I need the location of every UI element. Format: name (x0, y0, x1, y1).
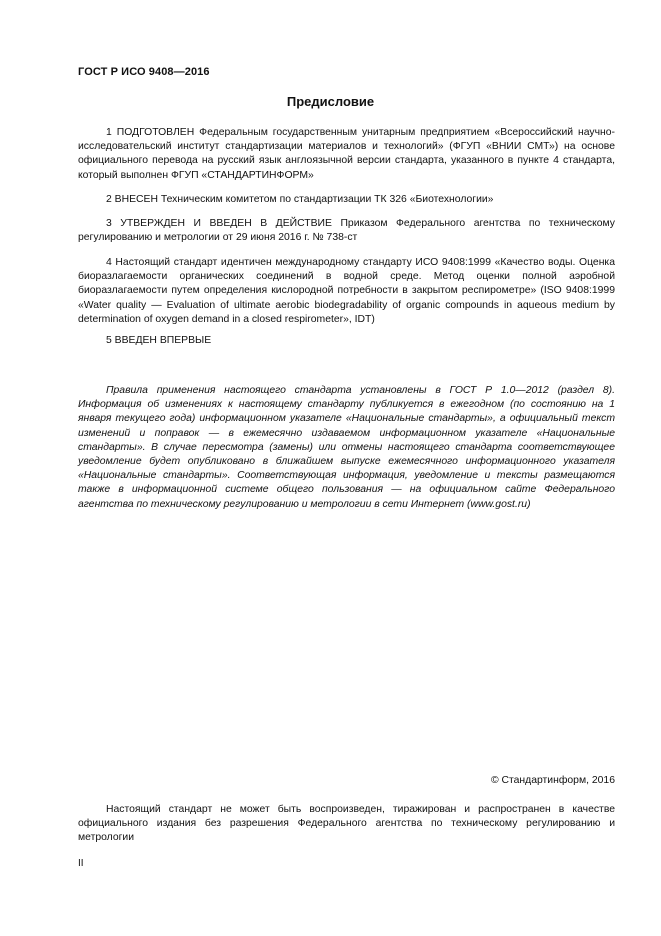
foreword-item-1-text: 1 ПОДГОТОВЛЕН Федеральным государственным унитарным предприятием «Всероссийский научно-исследовательский институт стандартизации материалов и технологий» (ФГУП «ВНИИ СМТ») на основе официального перевода на русский язык англоязычной версии стандарта, указанного в пункте 4 стандарта, который выполнен ФГУП «СТАНДАРТИНФОРМ» (78, 127, 615, 181)
foreword-item-3-text: 3 УТВЕРЖДЕН И ВВЕДЕН В ДЕЙСТВИЕ Приказом Федерального агентства по техническому регулированию и метрологии от 29 июня 2016 г. № 738-ст (78, 218, 615, 244)
usage-notice (78, 384, 615, 512)
foreword-item-3 (78, 217, 615, 245)
foreword-item-1 (78, 126, 615, 183)
usage-notice-text: Правила применения настоящего стандарта установлены в ГОСТ Р 1.0—2012 (раздел 8). Информация об изменениях к настоящему стандарту публикуется в ежегодном (по состоянию на 1 января текущего года) информационном указателе «Национальные стандарты», а официальный текст изменений и поправок — в ежемесячно издаваемом информационном указателе «Национальные стандарты». В случае пересмотра (замены) или отмены настоящего стандарта соответствующее уведомление будет опубликовано в ближайшем выпуске ежемесячного информационного указателя «Национальные стандарты». Соответствующая информация, уведомление и тексты размещаются также в информационной системе общего пользования — на официальном сайте Федерального агентства по техническому регулированию и метрологии в сети Интернет (www.gost.ru) (78, 385, 615, 510)
copyright-line: © Стандартинформ, 2016 (490, 775, 615, 786)
reproduction-notice (78, 803, 615, 846)
foreword-item-5-text: 5 ВВЕДЕН ВПЕРВЫЕ (106, 335, 212, 346)
reproduction-notice-text: Настоящий стандарт не может быть воспроизведен, тиражирован и распространен в качестве официального издания без разрешения Федерального агентства по техническому регулированию и метрологии (78, 804, 615, 844)
document-header: ГОСТ Р ИСО 9408—2016 (78, 66, 210, 78)
foreword-item-4-text: 4 Настоящий стандарт идентичен международному стандарту ИСО 9408:1999 «Качество воды. Оценка биоразлагаемости органических соединений в водной среде. Метод оценки полной аэробной биоразлагаемости путем определения кислородной потребности в закрытом респирометре» (ISO 9408:1999 «Water quality — Evaluation of ultimate aerobic biodegradability of organic compounds in aqueous medium by determination of oxygen demand in a closed respirometer», IDT) (78, 257, 615, 325)
page-title: Предисловие (286, 94, 375, 109)
foreword-item-4 (78, 256, 615, 327)
page-number: II (78, 858, 84, 869)
foreword-item-2-text: 2 ВНЕСЕН Техническим комитетом по стандартизации ТК 326 «Биотехнологии» (106, 194, 494, 205)
foreword-item-5 (78, 334, 615, 348)
foreword-item-2 (78, 193, 615, 207)
